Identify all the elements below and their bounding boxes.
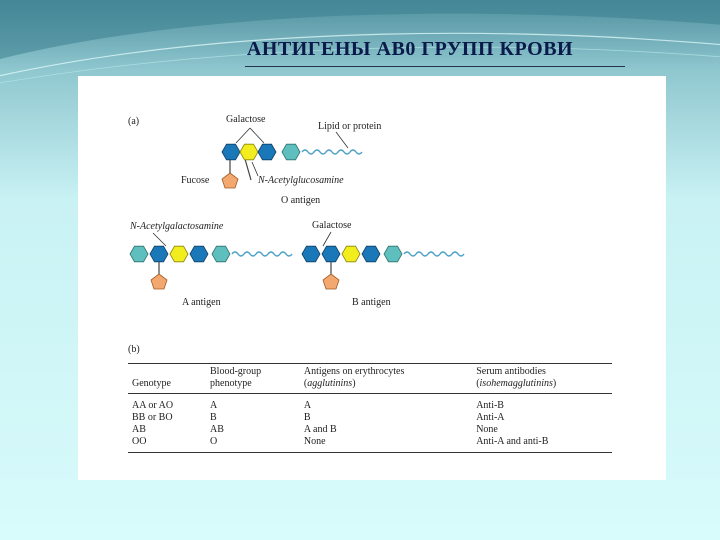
- phenotype-cell: AB: [210, 424, 224, 435]
- b-antigen-label: B antigen: [352, 297, 391, 308]
- a-lipid-wave: [232, 252, 292, 256]
- galactose-pointer-line: [236, 128, 250, 143]
- b-lipid-wave: [404, 252, 464, 256]
- antigens-header: Antigens on erythrocytes (agglutinins): [303, 366, 405, 389]
- table-header-row: [128, 364, 612, 394]
- title-underline: [245, 66, 625, 67]
- table-row: [128, 424, 612, 436]
- o-galactose-label: Galactose: [226, 114, 266, 125]
- b-antigen-chain: [302, 246, 464, 289]
- b-hexagon-3: [342, 246, 360, 262]
- galactose-b-pointer-line: [323, 232, 331, 246]
- figure-panel: [78, 76, 666, 480]
- table-row: [128, 394, 612, 413]
- n-acetylglucosamine-label: N-Acetylglucosamine: [258, 175, 344, 186]
- a-hexagon-1: [130, 246, 148, 262]
- n-acetylglucosamine-pointer-line: [252, 162, 258, 176]
- antibodies-cell: Anti-B: [476, 400, 504, 411]
- antibodies-header: Serum antibodies (isohemagglutinins): [476, 366, 557, 389]
- b-galactose-label: Galactose: [312, 220, 352, 231]
- a-hexagon-3: [170, 246, 188, 262]
- genotype-header: Genotype: [132, 378, 171, 389]
- antibodies-cell: None: [476, 424, 498, 435]
- phenotype-cell: B: [210, 412, 217, 423]
- b-hexagon-1: [302, 246, 320, 262]
- a-antigen-chain: [130, 246, 292, 289]
- o-lipid-wave: [302, 150, 362, 154]
- b-hexagon-5: [384, 246, 402, 262]
- antibodies-cell: Anti-A and anti-B: [476, 436, 549, 447]
- lipid-pointer-line: [336, 132, 348, 148]
- phenotype-header: Blood-group phenotype: [210, 366, 262, 389]
- part-b-label: (b): [128, 344, 140, 355]
- lipid-or-protein-label: Lipid or protein: [318, 121, 382, 132]
- b-fucose-pentagon: [323, 274, 339, 289]
- b-hexagon-2: [322, 246, 340, 262]
- antigens-cell: A and B: [303, 424, 337, 435]
- genotype-cell: OO: [132, 436, 147, 447]
- blood-group-table: [128, 363, 612, 453]
- part-a-label: (a): [128, 116, 140, 127]
- phenotype-cell: O: [210, 436, 218, 447]
- o-antigen-label: O antigen: [281, 195, 321, 206]
- fucose-label: Fucose: [181, 175, 210, 186]
- genotype-cell: AB: [132, 424, 146, 435]
- o-fucose-pentagon: [222, 173, 238, 188]
- table-row: [128, 436, 612, 453]
- genotype-cell: AA or AO: [132, 400, 174, 411]
- phenotype-cell: A: [210, 400, 218, 411]
- n-acetylgalactosamine-label: N-Acetylgalactosamine: [130, 221, 224, 232]
- antigens-cell: B: [303, 412, 311, 423]
- antibodies-cell: Anti-A: [476, 412, 505, 423]
- o-hexagon-4: [282, 144, 300, 160]
- o-hexagon-2: [240, 144, 258, 160]
- a-hexagon-4: [190, 246, 208, 262]
- a-fucose-pentagon: [151, 274, 167, 289]
- n-acetylgalactosamine-pointer-line: [153, 233, 166, 246]
- a-antigen-label: A antigen: [182, 297, 221, 308]
- table-row: [128, 412, 612, 424]
- a-hexagon-5: [212, 246, 230, 262]
- slide-title: АНТИГЕНЫ АВ0 ГРУПП КРОВИ: [246, 38, 574, 60]
- o-hexagon-1: [222, 144, 240, 160]
- a-hexagon-2: [150, 246, 168, 262]
- b-hexagon-4: [362, 246, 380, 262]
- genotype-cell: BB or BO: [132, 412, 173, 423]
- antigens-cell: None: [303, 436, 326, 447]
- o-hexagon-3: [258, 144, 276, 160]
- antigens-cell: A: [303, 400, 312, 411]
